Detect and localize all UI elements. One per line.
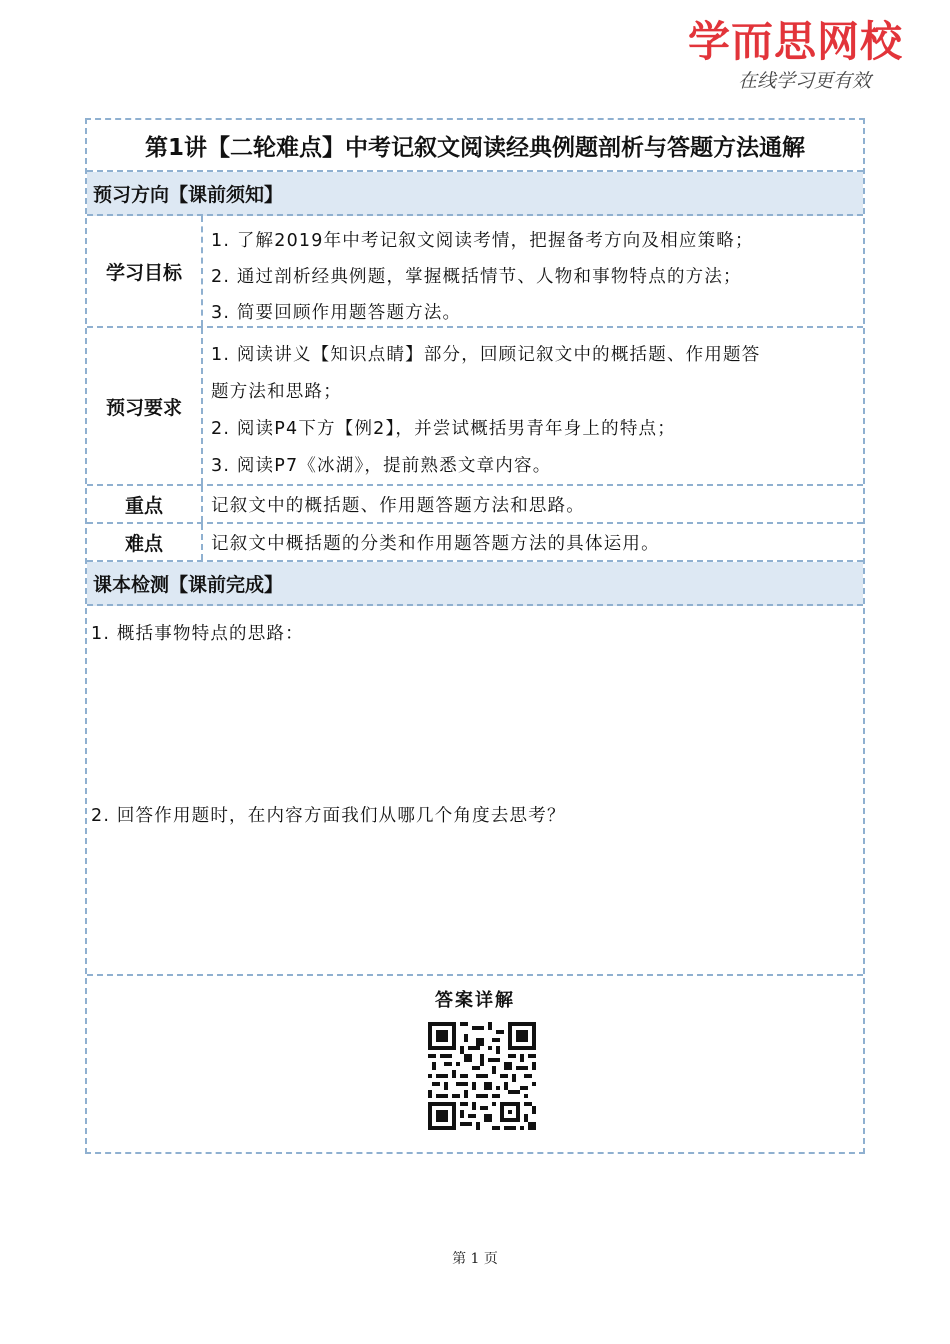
content-difficulties: [211, 524, 857, 560]
key-point-line: 记叙文中的概括题、作用题答题方法和思路。: [211, 496, 585, 516]
lecture-title: 第1讲【二轮难点】中考记叙文阅读经典例题剖析与答题方法通解: [144, 134, 805, 161]
row-learning-goals: [87, 216, 863, 328]
brand-logo: [688, 18, 928, 98]
content-preview-requirements: [211, 328, 857, 484]
worksheet-table: [85, 118, 865, 1154]
req-line-1: 1. 阅读讲义【知识点睛】部分，回顾记叙文中的概括题、作用题答: [211, 345, 761, 365]
question-2: 2. 回答作用题时，在内容方面我们从哪几个角度去思考？: [91, 806, 566, 826]
difficulty-line: 记叙文中概括题的分类和作用题答题方法的具体运用。: [211, 534, 660, 554]
row-key-points: [87, 486, 863, 524]
qr-code: [428, 1022, 536, 1130]
label-key-points: 重点: [87, 486, 203, 522]
brand-name: 学而思网校: [688, 17, 904, 66]
answer-detail-title: 答案详解: [435, 990, 515, 1011]
title-row: [87, 120, 863, 172]
section-check-heading: [87, 562, 863, 606]
goal-line-3: 3. 简要回顾作用题答题方法。: [211, 303, 462, 323]
label-preview-requirements: 预习要求: [87, 328, 203, 484]
check-questions-area: [87, 606, 863, 976]
req-line-2: 题方法和思路；: [211, 382, 342, 402]
section-preview-heading: [87, 172, 863, 216]
page-number: 第 1 页: [452, 1251, 498, 1267]
brand-slogan: 在线学习更有效: [738, 70, 872, 92]
req-line-4: 3. 阅读P7《冰湖》，提前熟悉文章内容。: [211, 456, 552, 476]
content-learning-goals: [211, 216, 857, 326]
row-preview-requirements: [87, 328, 863, 486]
row-difficulties: [87, 524, 863, 562]
req-line-3: 2. 阅读P4下方【例2】，并尝试概括男青年身上的特点；: [211, 419, 676, 439]
question-1: 1. 概括事物特点的思路：: [91, 624, 304, 644]
goal-line-2: 2. 通过剖析经典例题，掌握概括情节、人物和事物特点的方法；: [211, 267, 742, 287]
goal-line-1: 1. 了解2019年中考记叙文阅读考情，把握备考方向及相应策略；: [211, 231, 754, 251]
label-learning-goals: 学习目标: [87, 216, 203, 326]
section-preview-title: 预习方向【课前须知】: [93, 183, 284, 206]
label-difficulties: 难点: [87, 524, 203, 560]
section-check-title: 课本检测【课前完成】: [93, 573, 284, 596]
content-key-points: [211, 486, 857, 522]
